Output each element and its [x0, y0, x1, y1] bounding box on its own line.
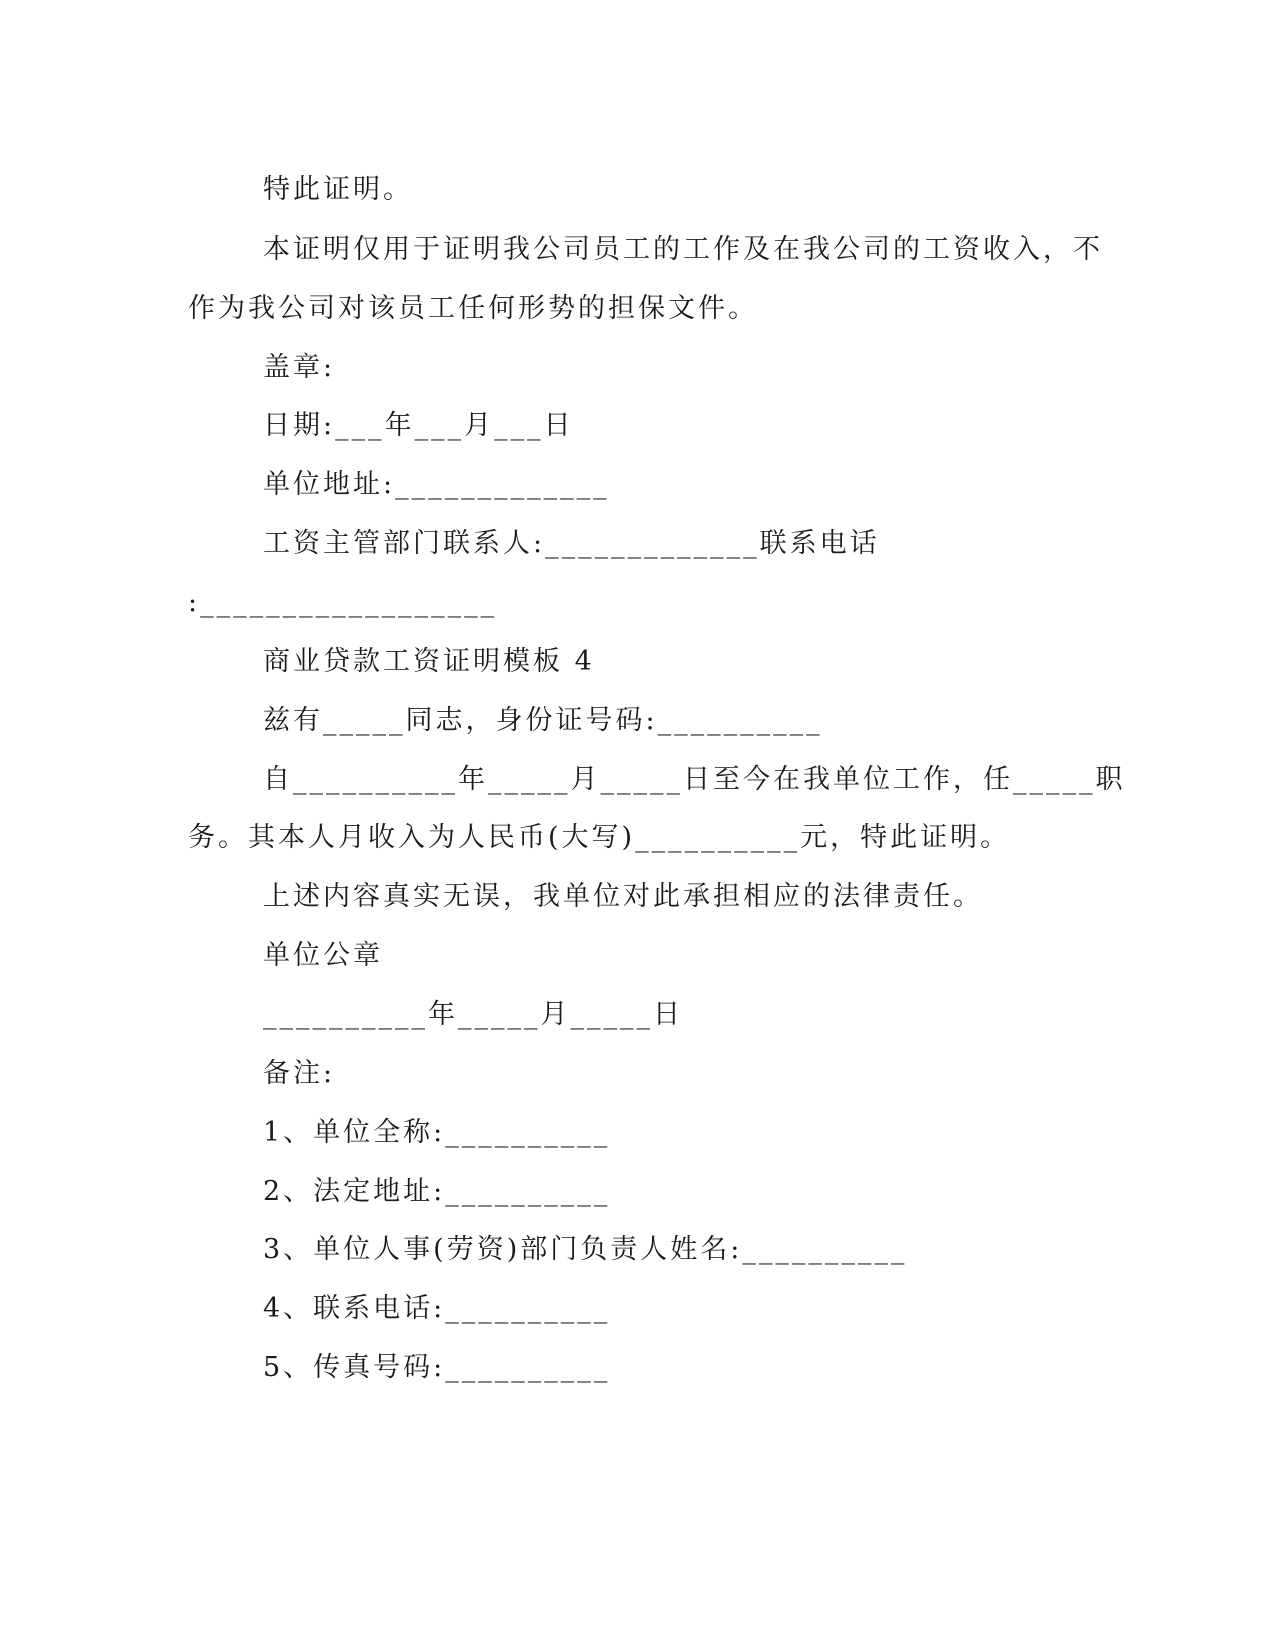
note-item-2: 2、法定地址:__________: [263, 1176, 611, 1207]
employment-line-2: 务。其本人月收入为人民币(大写)__________元，特此证明。: [188, 822, 1011, 853]
disclaimer-line-2: 作为我公司对该员工任何形势的担保文件。: [188, 293, 758, 324]
notes-label: 备注:: [263, 1058, 336, 1089]
employment-line-1: 自__________年_____月_____日至今在我单位工作，任_____职: [263, 764, 1126, 795]
seal-label: 盖章:: [263, 352, 336, 383]
date-line: 日期:___年___月___日: [263, 410, 574, 441]
section-title: 商业贷款工资证明模板 4: [263, 646, 595, 677]
seal-date-line: __________年_____月_____日: [263, 999, 683, 1030]
note-item-4: 4、联系电话:__________: [263, 1293, 611, 1324]
contact-person-line: 工资主管部门联系人:_____________联系电话: [263, 528, 880, 559]
employee-id-line: 兹有_____同志，身份证号码:__________: [263, 705, 823, 736]
disclaimer-line-1: 本证明仅用于证明我公司员工的工作及在我公司的工资收入，不: [263, 234, 1103, 265]
company-address-line: 单位地址:_____________: [263, 469, 610, 500]
liability-line: 上述内容真实无误，我单位对此承担相应的法律责任。: [263, 881, 983, 912]
company-seal-label: 单位公章: [263, 940, 383, 971]
closing-line: 特此证明。: [263, 174, 413, 205]
note-item-3: 3、单位人事(劳资)部门负责人姓名:__________: [263, 1234, 908, 1265]
note-item-1: 1、单位全称:__________: [263, 1117, 611, 1148]
note-item-5: 5、传真号码:__________: [263, 1352, 611, 1383]
contact-phone-line: :__________________: [188, 587, 498, 618]
